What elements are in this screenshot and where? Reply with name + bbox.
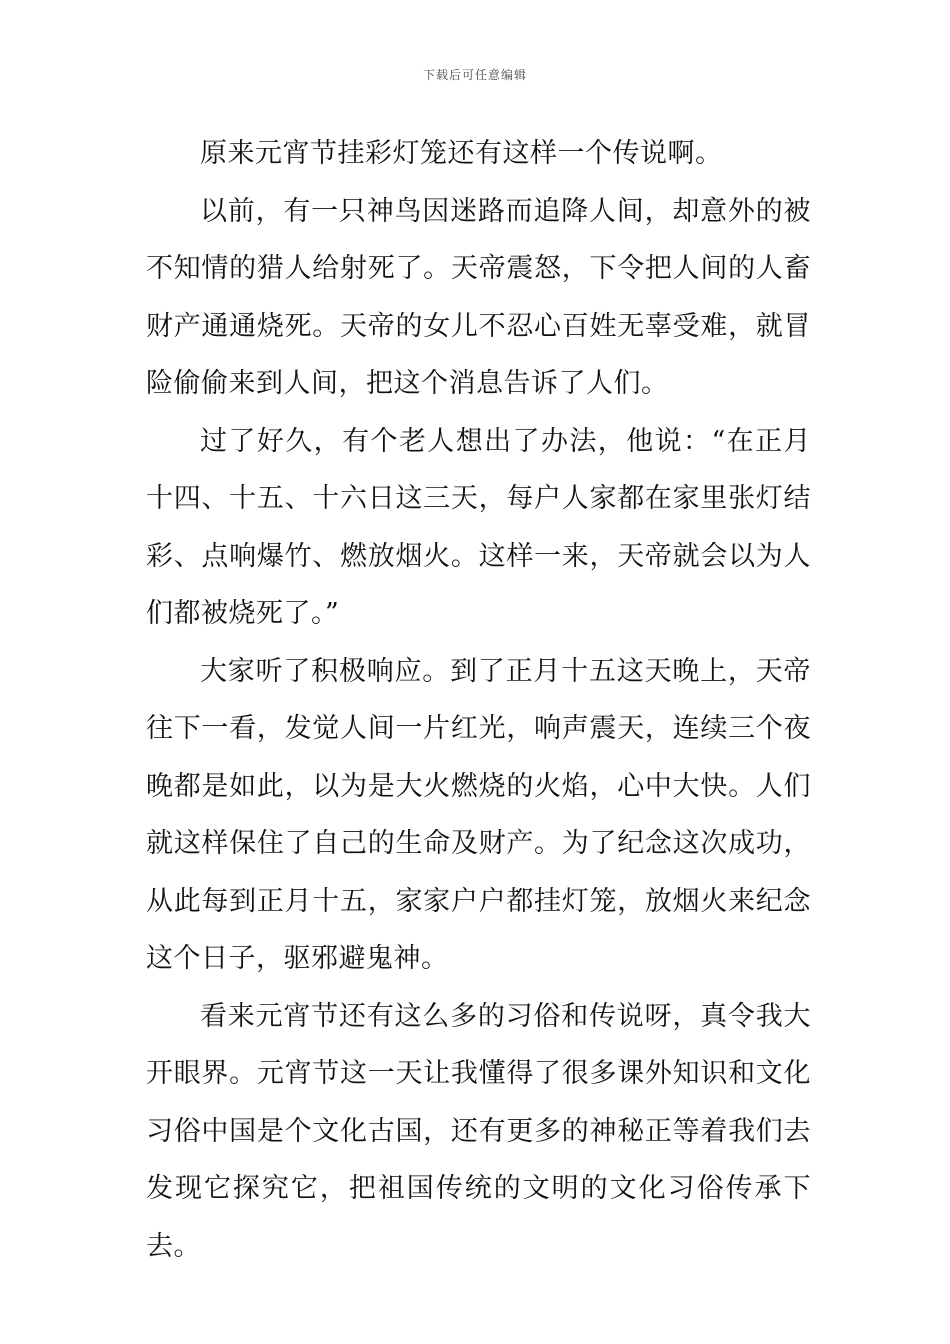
paragraph-4: 大家听了积极响应。到了正月十五这天晚上，天帝往下一看，发觉人间一片红光，响声震天，连续三个夜晚都是如此，以为是大火燃烧的火焰，心中大快。人们就这样保住了自己的生命及财产。为了纪念这次成功，从此每到正月十五，家家户户都挂灯笼，放烟火来纪念这个日子，驱邪避鬼神。 <box>146 655 811 974</box>
page-header: 下载后可任意编辑 <box>422 68 527 82</box>
paragraph-1: 原来元宵节挂彩灯笼还有这样一个传说啊。 <box>200 138 723 169</box>
paragraph-3: 过了好久，有个老人想出了办法，他说：“在正月十四、十五、十六日这三天，每户人家都在家里张灯结彩、点响爆竹、燃放烟火。这样一来，天帝就会以为人们都被烧死了。” <box>146 425 811 629</box>
document-body <box>146 125 811 1275</box>
paragraph-2: 以前，有一只神鸟因迷路而追降人间，却意外的被不知情的猎人给射死了。天帝震怒，下令把人间的人畜财产通通烧死。天帝的女儿不忍心百姓无辜受难，就冒险偷偷来到人间，把这个消息告诉了人们。 <box>146 195 811 399</box>
paragraph-5: 看来元宵节还有这么多的习俗和传说呀，真令我大开眼界。元宵节这一天让我懂得了很多课外知识和文化习俗中国是个文化古国，还有更多的神秘正等着我们去发现它探究它，把祖国传统的文明的文化习俗传承下去。 <box>146 1000 811 1262</box>
